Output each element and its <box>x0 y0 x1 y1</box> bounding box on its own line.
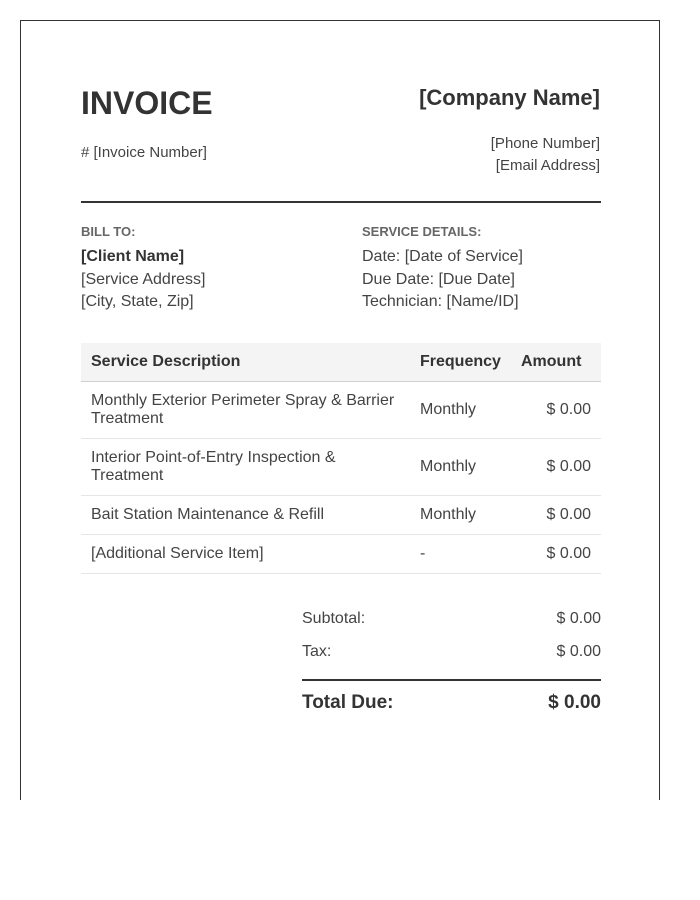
tax-label: Tax: <box>302 643 332 660</box>
total-divider <box>302 679 601 681</box>
service-details-section <box>362 224 523 314</box>
technician: Technician: [Name/ID] <box>362 293 519 310</box>
total-due-label: Total Due: <box>302 692 394 713</box>
due-date: Due Date: [Due Date] <box>362 270 515 288</box>
invoice-number: # [Invoice Number] <box>81 144 207 161</box>
total-due-row <box>302 692 601 714</box>
invoice-title: INVOICE <box>81 85 213 121</box>
row-frequency: Monthly <box>418 496 521 535</box>
total-due-value: $ 0.00 <box>548 692 601 713</box>
subtotal-value: $ 0.00 <box>556 610 601 627</box>
service-date: Date: [Date of Service] <box>362 248 523 265</box>
city-state-zip: [City, State, Zip] <box>81 293 194 310</box>
row-description: Interior Point-of-Entry Inspection & Treatment <box>81 439 418 496</box>
services-table <box>81 343 601 574</box>
row-frequency: Monthly <box>418 382 521 439</box>
row-amount: $ 0.00 <box>521 535 601 574</box>
bill-to-section <box>81 224 206 314</box>
company-phone: [Phone Number] <box>490 135 600 152</box>
subtotal-label: Subtotal: <box>302 610 366 627</box>
service-address: [Service Address] <box>81 270 206 288</box>
table-row <box>81 382 601 439</box>
row-frequency: Monthly <box>418 439 521 496</box>
company-contact <box>491 133 600 177</box>
service-details-label: SERVICE DETAILS: <box>362 224 482 239</box>
subtotal-row <box>302 610 601 628</box>
table-row <box>81 439 601 496</box>
tax-value: $ 0.00 <box>556 643 601 660</box>
table-row <box>81 535 601 574</box>
row-frequency: - <box>418 535 521 574</box>
row-description: [Additional Service Item] <box>81 535 418 574</box>
column-header-frequency: Frequency <box>418 343 521 382</box>
column-header-amount: Amount <box>521 343 601 382</box>
table-row <box>81 496 601 535</box>
row-description: Bait Station Maintenance & Refill <box>81 496 418 535</box>
table-header-row <box>81 343 601 382</box>
row-amount: $ 0.00 <box>521 439 601 496</box>
bill-to-label: BILL TO: <box>81 224 136 239</box>
row-description: Monthly Exterior Perimeter Spray & Barrier Treatment <box>81 382 418 439</box>
row-amount: $ 0.00 <box>521 382 601 439</box>
header-divider <box>81 201 601 203</box>
company-email: [Email Address] <box>495 157 600 174</box>
column-header-description: Service Description <box>81 343 418 382</box>
row-amount: $ 0.00 <box>521 496 601 535</box>
invoice-page <box>20 20 660 800</box>
client-name: [Client Name] <box>81 248 185 265</box>
company-name: [Company Name] <box>419 85 600 110</box>
tax-row <box>302 643 601 661</box>
